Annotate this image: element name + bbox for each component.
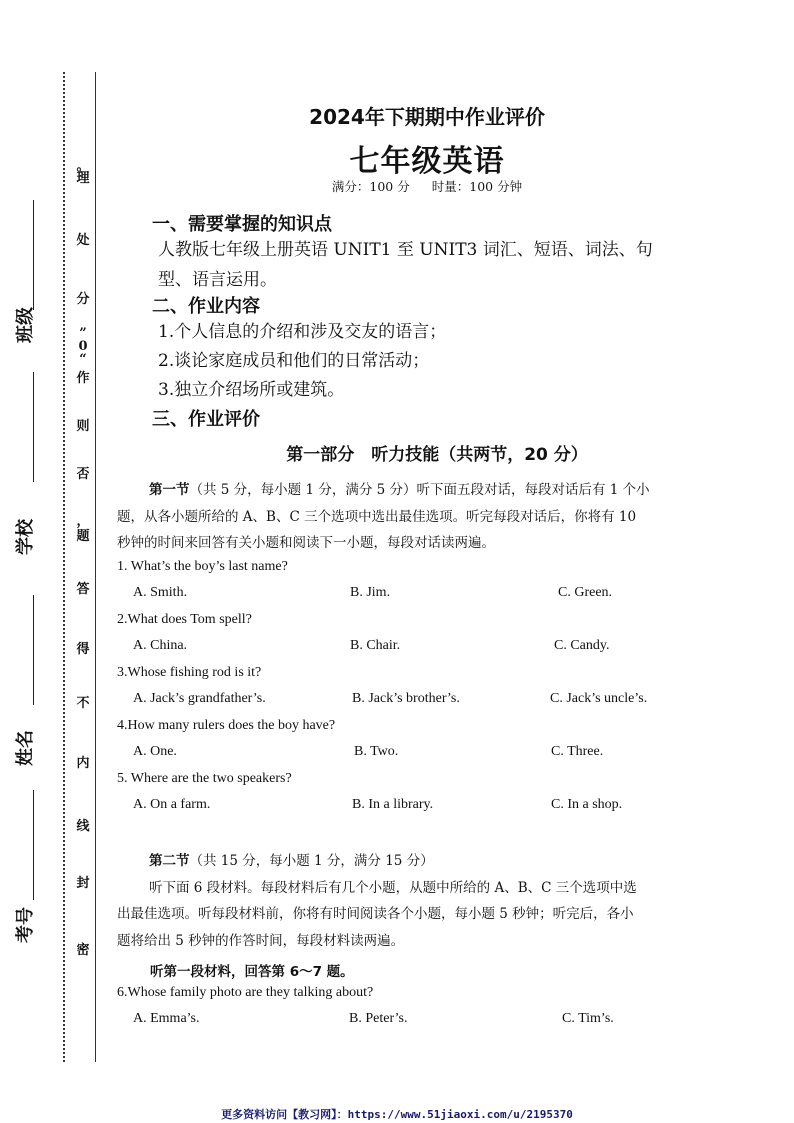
section1-line: 人教版七年级上册英语 UNIT1 至 UNIT3 词汇、短语、词法、句	[158, 240, 653, 260]
question-4: 4.How many rulers does the boy have?	[117, 718, 336, 733]
exam-meta	[0, 177, 794, 195]
section2-list	[158, 318, 738, 405]
notice-char: 0	[78, 339, 88, 354]
option-c: C. Three.	[551, 744, 604, 759]
section1-body	[158, 235, 738, 295]
node2-line: 出最佳选项。听每段材料前，你将有时间阅读各个小题，每小题 5 秒钟；听完后，各小	[117, 906, 634, 922]
part1-heading: 第一部分 听力技能（共两节，20 分）	[286, 445, 588, 465]
name-field-line[interactable]	[33, 595, 34, 705]
class-field-line[interactable]	[33, 200, 34, 310]
full-score: 满分：100 分	[331, 179, 410, 194]
duration: 时量：100 分钟	[431, 179, 523, 194]
option-c: C. Jack’s uncle’s.	[550, 691, 648, 706]
name-label: 姓名	[15, 730, 36, 766]
notice-char: 封	[76, 876, 90, 891]
node1-line: 秒钟的时间来回答有关小题和阅读下一小题，每段对话读两遍。	[117, 535, 495, 551]
option-a: A. China.	[133, 638, 188, 653]
option-b: B. Jack’s brother’s.	[352, 691, 460, 706]
option-c: C. Green.	[558, 585, 613, 600]
option-b: B. Jim.	[350, 585, 391, 600]
school-field-line[interactable]	[33, 372, 34, 482]
notice-char: “	[79, 352, 87, 367]
option-c: C. Tim’s.	[562, 1011, 614, 1026]
material1-subheading: 听第一段材料，回答第 6～7 题。	[150, 964, 354, 980]
node1-line: 题，从各小题所给的 A、B、C 三个选项中选出最佳选项。听完每段对话后，你将有 10	[117, 508, 637, 525]
notice-char: 理	[76, 171, 90, 186]
option-c: C. Candy.	[554, 638, 610, 653]
notice-char: 不	[76, 696, 90, 711]
notice-char: 密	[76, 943, 90, 958]
class-label: 班级	[15, 307, 36, 343]
question-6: 6.Whose family photo are they talking about?	[117, 985, 374, 1000]
node2-label: 第二节	[149, 853, 190, 869]
node2-line: 题将给出 5 秒钟的作答时间，每段材料读两遍。	[117, 932, 405, 949]
notice-char: 内	[76, 756, 90, 771]
node2-score: （共 15 分，每小题 1 分，满分 15 分）	[189, 853, 434, 869]
notice-char: 则	[76, 419, 90, 434]
section2-heading: 二、作业内容	[152, 296, 260, 317]
section1-line: 型、语言运用。	[158, 270, 277, 290]
notice-char: 作	[76, 371, 90, 386]
exam-number-field-line[interactable]	[33, 790, 34, 900]
option-b: B. Chair.	[350, 638, 401, 653]
node2-line: 听下面 6 段材料。每段材料后有几个小题，从题中所给的 A、B、C 三个选项中选	[149, 879, 637, 896]
notice-char: 否	[76, 467, 90, 482]
option-a: A. Emma’s.	[133, 1011, 200, 1026]
question-3: 3.Whose fishing rod is it?	[117, 665, 262, 680]
section1-heading: 一、需要掌握的知识点	[152, 214, 332, 235]
option-b: B. Peter’s.	[349, 1011, 408, 1026]
node2-instructions	[117, 848, 737, 954]
exam-title: 2024年下期期中作业评价	[309, 105, 545, 129]
notice-char: 题	[76, 529, 90, 544]
list-item: 3.独立介绍场所或建筑。	[158, 380, 345, 400]
section3-heading: 三、作业评价	[152, 409, 260, 430]
exam-number-label: 考号	[15, 907, 36, 943]
list-item: 1.个人信息的介绍和涉及交友的语言；	[158, 322, 447, 342]
footer-source-link[interactable]: 更多资料访问【教习网】：https://www.51jiaoxi.com/u/2195370	[221, 1108, 573, 1121]
notice-char: 。	[76, 159, 90, 174]
node1-line: （共 5 分，每小题 1 分，满分 5 分）听下面五段对话，每段对话后有 1 个小	[189, 482, 650, 498]
notice-char: 分	[76, 292, 90, 307]
notice-char: ”	[79, 326, 87, 341]
notice-char: ，	[76, 514, 90, 529]
seal-solid-line	[95, 72, 96, 1062]
notice-char: 答	[76, 582, 90, 597]
question-1: 1. What’s the boy’s last name?	[117, 559, 288, 574]
notice-char: 处	[76, 233, 90, 248]
node1-label: 第一节	[149, 482, 190, 498]
option-a: A. Smith.	[133, 585, 188, 600]
option-b: B. Two.	[354, 744, 399, 759]
question-2: 2.What does Tom spell?	[117, 612, 252, 627]
option-a: A. Jack’s grandfather’s.	[133, 691, 266, 706]
option-a: A. One.	[133, 744, 177, 759]
seal-dotted-line	[63, 72, 65, 1062]
question-5: 5. Where are the two speakers?	[117, 771, 292, 786]
option-c: C. In a shop.	[551, 797, 623, 812]
notice-char: 得	[76, 642, 90, 657]
list-item: 2.谈论家庭成员和他们的日常活动；	[158, 351, 430, 371]
subject-title: 七年级英语	[349, 144, 505, 179]
option-b: B. In a library.	[352, 797, 434, 812]
school-label: 学校	[15, 519, 36, 555]
node1-instructions	[117, 477, 737, 557]
notice-char: 线	[76, 819, 90, 834]
option-a: A. On a farm.	[133, 797, 211, 812]
